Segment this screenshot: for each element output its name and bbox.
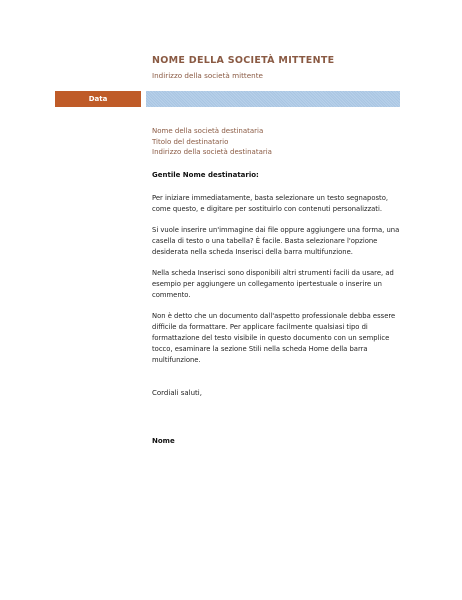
recipient-company[interactable]: Nome della società destinataria [152, 127, 264, 135]
recipient-block [152, 126, 272, 158]
date-band [55, 91, 400, 107]
closing-line[interactable]: Cordiali saluti, [152, 389, 202, 397]
recipient-title[interactable]: Titolo del destinatario [152, 137, 229, 146]
signature-name[interactable]: Nome [152, 437, 175, 445]
body-paragraph[interactable]: Nella scheda Inserisci sono disponibili altri strumenti facili da usare, ad esempio per aggiungere un collegamento ipertestuale o inserire un commento. [152, 269, 394, 299]
letter-body [152, 193, 404, 376]
sender-company-address[interactable]: Indirizzo della società mittente [152, 71, 263, 80]
sender-company-name[interactable]: NOME DELLA SOCIETÀ MITTENTE [152, 55, 335, 66]
recipient-address[interactable]: Indirizzo della società destinataria [152, 148, 272, 156]
body-paragraph[interactable]: Non è detto che un documento dall'aspetto professionale debba essere difficile da formattare. Per applicare facilmente qualsiasi tipo di formattazione del testo visibile in questo documento con un semplice tocco, esaminare la sezione Stili nella scheda Home della barra multifunzione. [152, 312, 396, 364]
date-field[interactable]: Data [55, 91, 141, 107]
body-paragraph[interactable]: Per iniziare immediatamente, basta selezionare un testo segnaposto, come questo, e digitare per sostituirlo con contenuti personalizzati. [152, 194, 389, 213]
salutation[interactable]: Gentile Nome destinatario: [152, 171, 259, 179]
decorative-blue-bar [146, 91, 400, 107]
body-paragraph[interactable]: Si vuole inserire un'immagine dai file oppure aggiungere una forma, una casella di testo o una tabella? È facile. Basta selezionare l'opzione desiderata nella scheda Inserisci della barra multifunzione. [152, 226, 400, 256]
